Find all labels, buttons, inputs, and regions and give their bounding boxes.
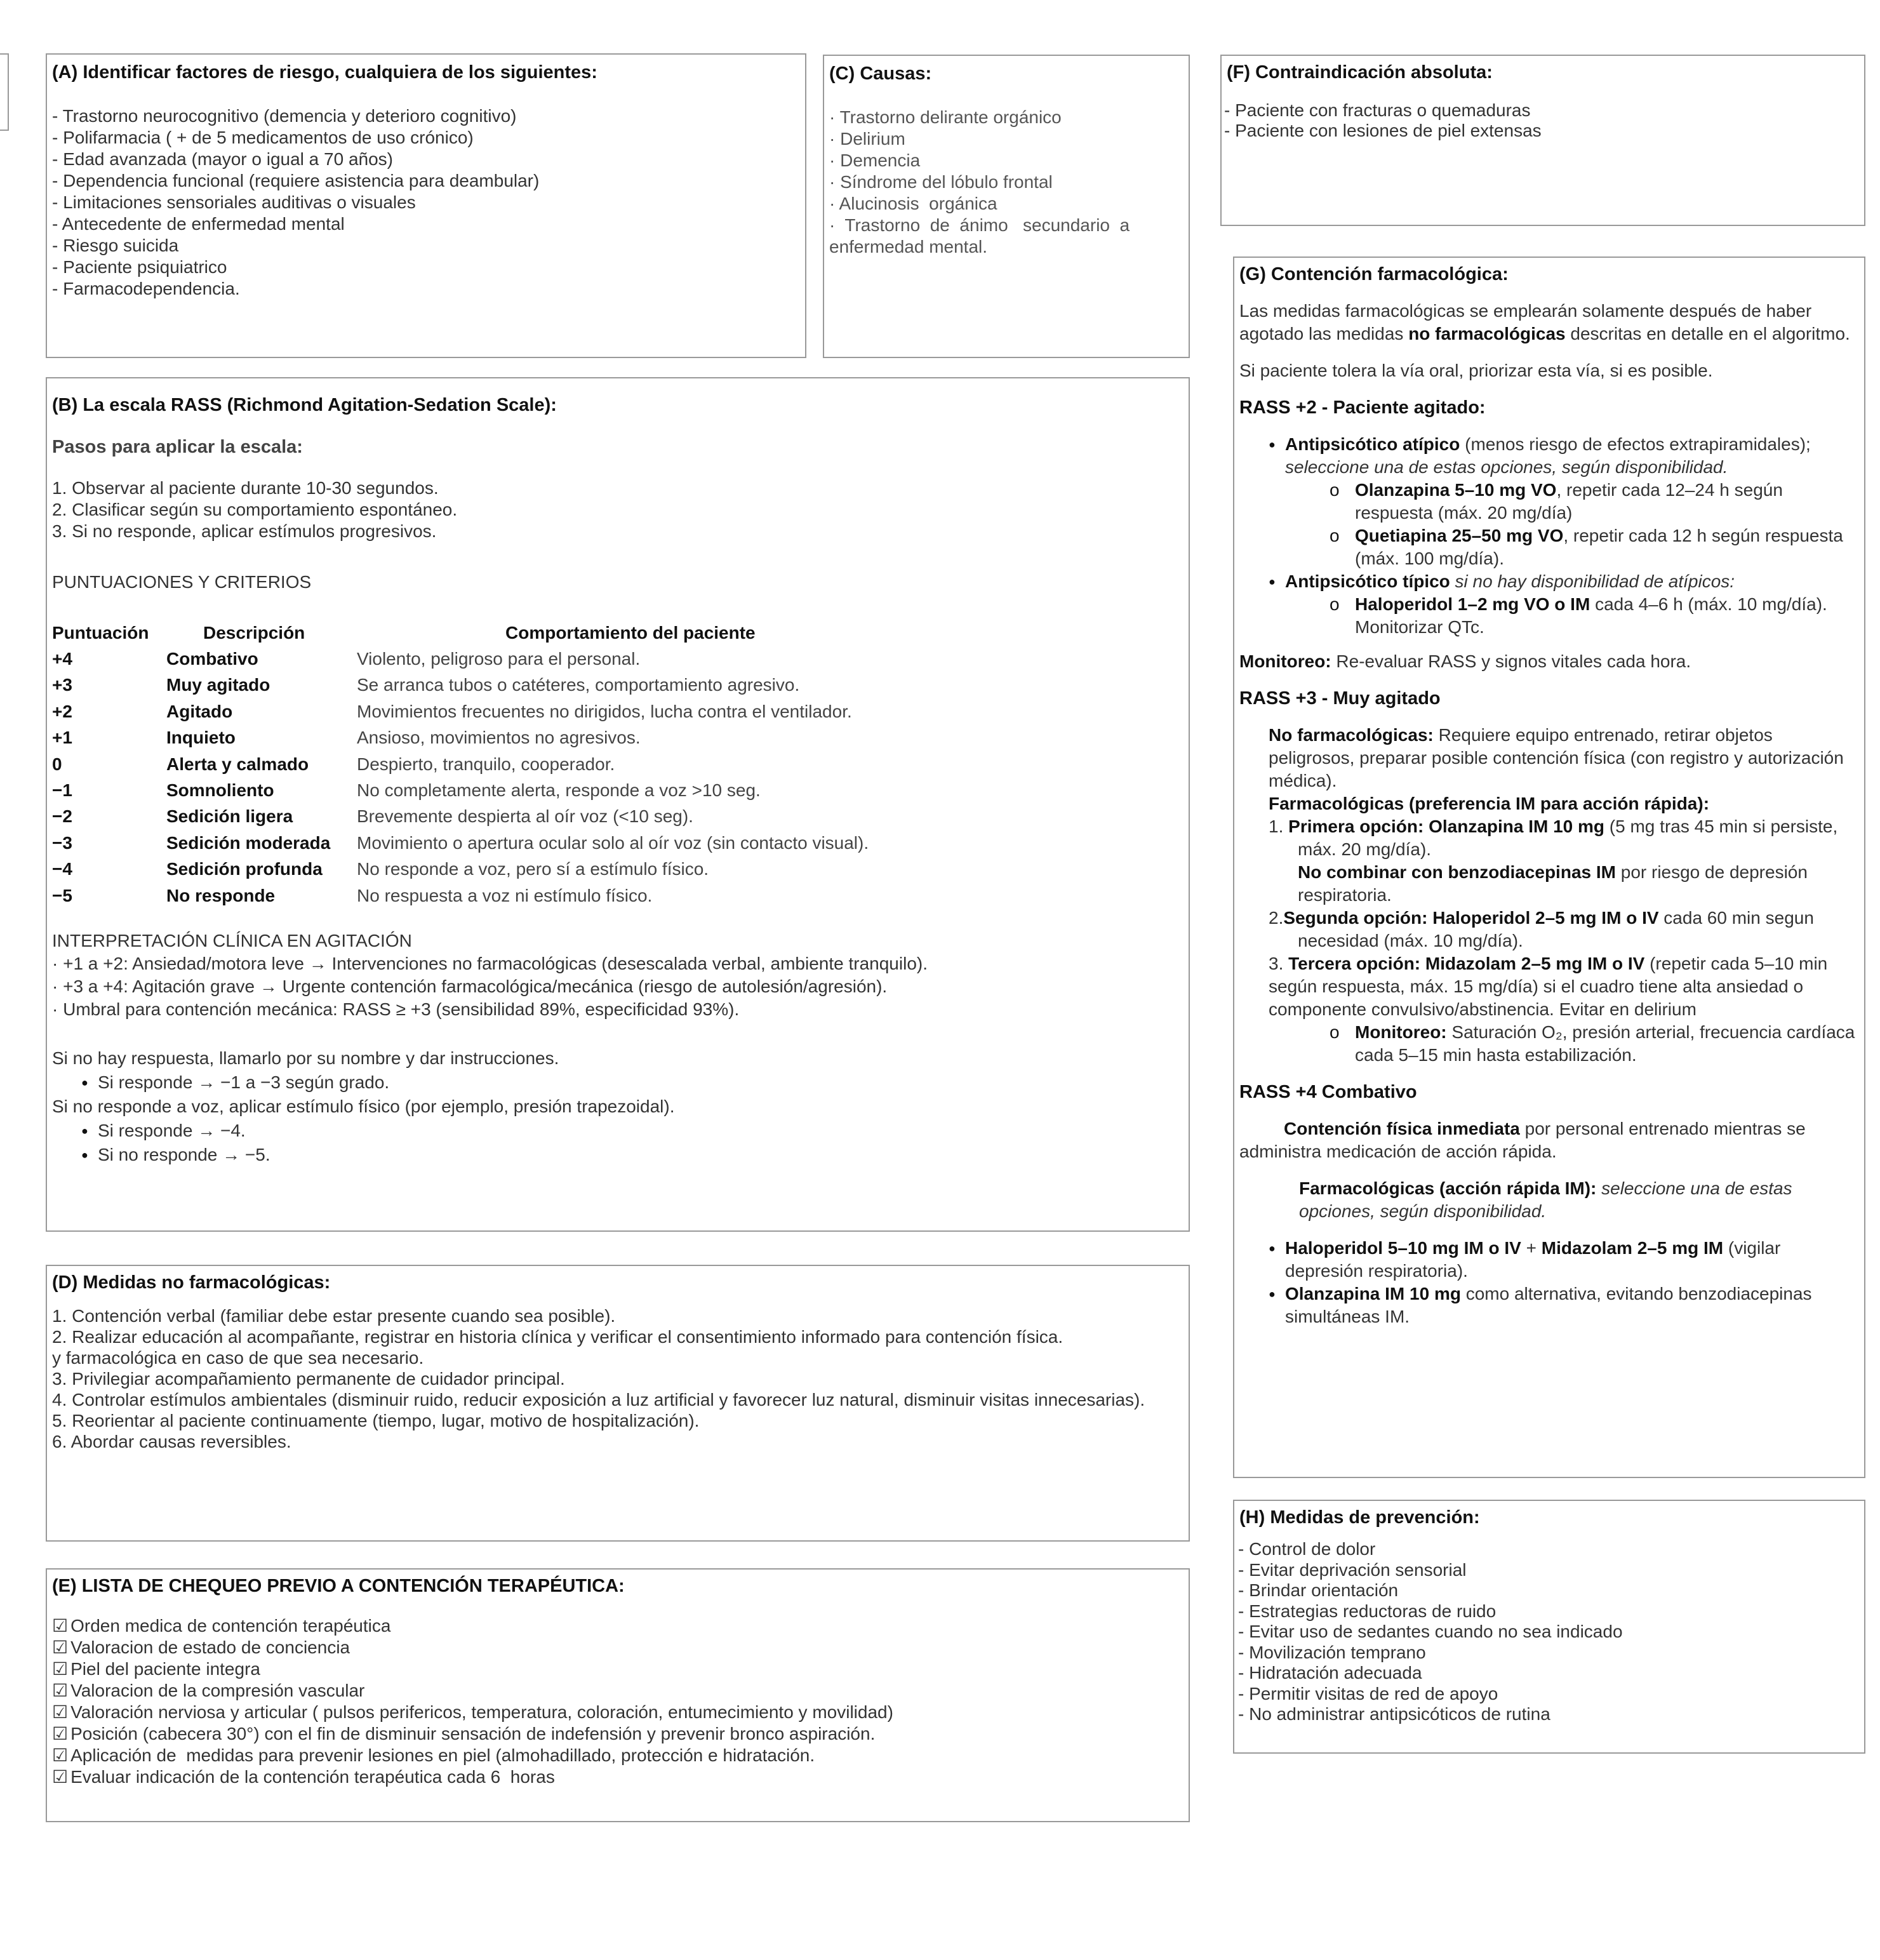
list-item: · Trastorno de ánimo secundario a: [829, 215, 1130, 235]
score-cell: +3: [52, 675, 72, 695]
box-d-non-pharmacological: [46, 1265, 1190, 1542]
list-item: - Evitar deprivación sensorial: [1238, 1559, 1467, 1580]
header-behavior: Comportamiento del paciente: [505, 622, 756, 643]
table-row: [52, 830, 869, 856]
description-cell: Sedición profunda: [166, 859, 323, 879]
list-item: · Delirium: [829, 129, 905, 149]
text: Contención física inmediata: [1284, 1119, 1520, 1138]
option-2: [1269, 907, 1855, 952]
box-d-title: (D) Medidas no farmacológicas:: [52, 1272, 331, 1293]
text: seleccione una de estas opciones, según disponibilidad.: [1285, 457, 1728, 477]
checklist-item: [52, 1680, 893, 1702]
checklist-item: [52, 1658, 893, 1680]
behavior-cell: Brevemente despierta al oír voz (<10 seg).: [357, 806, 693, 827]
list-item: enfermedad mental.: [829, 237, 988, 257]
text: Farmacológicas (acción rápida IM):: [1299, 1178, 1597, 1198]
text: Olanzapina 5–10 mg VO: [1355, 480, 1557, 500]
checklist-item: [52, 1723, 893, 1745]
causes-list: [829, 107, 1130, 258]
text: Saturación O₂, presión arterial, frecuencia cardíaca cada 5–15 min hasta estabilización.: [1355, 1022, 1855, 1065]
table-row: [52, 804, 869, 830]
scores-title: PUNTUACIONES Y CRITERIOS: [52, 572, 312, 592]
checkbox-checked-icon: ☑: [52, 1767, 69, 1787]
score-cell: −2: [52, 806, 72, 827]
steps-title: Pasos para aplicar la escala:: [52, 437, 303, 457]
list-item: · Síndrome del lóbulo frontal: [829, 172, 1053, 192]
checkbox-checked-icon: ☑: [52, 1702, 69, 1722]
table-row: [52, 777, 869, 803]
interp-title: INTERPRETACIÓN CLÍNICA EN AGITACIÓN: [52, 931, 412, 950]
box-h-prevention: [1233, 1500, 1865, 1754]
text: cada 4–6 h (máx. 10 mg/día). Monitorizar QTc.: [1355, 594, 1827, 637]
checklist-item: [52, 1615, 893, 1637]
checklist-label: Valoracion de la compresión vascular: [70, 1681, 365, 1700]
text: como alternativa, evitando benzodiacepinas simultáneas IM.: [1285, 1284, 1812, 1326]
pharm-rapid-note: [1299, 1177, 1855, 1223]
olanzapine-im-item: [1269, 1283, 1855, 1328]
list-item: 2. Realizar educación al acompañante, registrar en historia clínica y verificar el consentimiento informado para contención física.: [52, 1327, 1063, 1347]
physical-restraint-note: [1239, 1117, 1855, 1163]
description-cell: Muy agitado: [166, 675, 270, 695]
instruction-text: Si no hay respuesta, llamarlo por su nombre y dar instrucciones.: [52, 1048, 559, 1068]
box-f-contraindication: [1220, 55, 1865, 226]
bullet-item: ● Si responde → −1 a −3 según grado.: [81, 1070, 675, 1095]
text: Segunda opción: Haloperidol 2–5 mg IM o IV: [1283, 908, 1659, 928]
box-c-causes: [823, 55, 1190, 358]
checklist-item: [52, 1702, 893, 1723]
checklist-label: Valoracion de estado de conciencia: [70, 1637, 350, 1657]
header-score: Puntuación: [52, 622, 149, 643]
text: +: [1521, 1238, 1542, 1258]
table-row: [52, 857, 869, 883]
olanzapine-vo-item: [1330, 479, 1855, 524]
list-item: - Permitir visitas de red de apoyo: [1238, 1683, 1498, 1703]
option-3: [1269, 952, 1855, 1021]
rass-plus3-content: [1269, 724, 1855, 1067]
text: (repetir cada 5–10 min según respuesta, máx. 15 mg/día) si el cuadro tiene alta ansiedad o componente convulsivo/abstinencia. Evitar en delirium: [1269, 954, 1828, 1019]
list-item: · Alucinosis orgánica: [829, 194, 997, 213]
text: (menos riesgo de efectos extrapiramidales);: [1460, 434, 1811, 454]
rass-plus2-title: RASS +2 - Paciente agitado:: [1239, 397, 1486, 418]
behavior-cell: Movimientos frecuentes no dirigidos, lucha contra el ventilador.: [357, 701, 852, 721]
text: no farmacológicas: [1408, 324, 1566, 343]
text: Antipsicótico atípico: [1285, 434, 1460, 454]
behavior-cell: Despierto, tranquilo, cooperador.: [357, 754, 615, 774]
checklist-label: Orden medica de contención terapéutica: [70, 1616, 391, 1636]
box-g-pharmacological: [1233, 257, 1865, 1478]
table-header-row: [52, 620, 869, 646]
list-item: 5. Reorientar al paciente continuamente (tiempo, lugar, motivo de hospitalización).: [52, 1411, 700, 1430]
text: Tercera opción: Midazolam 2–5 mg IM o IV: [1288, 954, 1645, 973]
table-row: [52, 646, 869, 672]
table-row: [52, 698, 869, 724]
text: (vigilar depresión respiratoria).: [1285, 1238, 1781, 1281]
checkbox-checked-icon: ☑: [52, 1724, 69, 1743]
behavior-cell: No responde a voz, pero sí a estímulo físico.: [357, 859, 709, 879]
list-item: - Paciente psiquiatrico: [52, 257, 227, 277]
score-cell: +1: [52, 728, 72, 748]
text: Midazolam 2–5 mg IM: [1541, 1238, 1724, 1258]
description-cell: Somnoliento: [166, 780, 274, 801]
behavior-cell: Movimiento o apertura ocular solo al oír voz (sin contacto visual).: [357, 832, 869, 853]
box-g-title: (G) Contención farmacológica:: [1239, 264, 1509, 284]
text: Re-evaluar RASS y signos vitales cada hora.: [1331, 651, 1691, 671]
interp-item: · Umbral para contención mecánica: RASS ≥ +3 (sensibilidad 89%, especificidad 93%).: [52, 999, 740, 1019]
box-a-risk-factors: [46, 53, 806, 358]
list-item: 1. Contención verbal (familiar debe estar presente cuando sea posible).: [52, 1306, 616, 1326]
list-item: 4. Controlar estímulos ambientales (disminuir ruido, reducir exposición a luz artificial y favorecer luz natural, disminuir visitas innecesarias).: [52, 1390, 1145, 1410]
oral-route-note: Si paciente tolera la vía oral, priorizar esta vía, si es posible.: [1239, 361, 1713, 380]
list-item: - No administrar antipsicóticos de rutina: [1238, 1704, 1550, 1724]
checklist-label: Piel del paciente integra: [70, 1659, 260, 1679]
checklist-label: Evaluar indicación de la contención terapéutica cada 6 horas: [70, 1767, 555, 1787]
list-item: - Hidratación adecuada: [1238, 1663, 1422, 1683]
box-c-title: (C) Causas:: [829, 63, 932, 84]
list-item: - Control de dolor: [1238, 1539, 1376, 1559]
box-f-title: (F) Contraindicación absoluta:: [1227, 62, 1493, 83]
description-cell: Combativo: [166, 649, 258, 669]
table-row: [52, 883, 869, 909]
list-item: - Brindar orientación: [1238, 1580, 1399, 1600]
list-item: - Trastorno neurocognitivo (demencia y deterioro cognitivo): [52, 106, 517, 126]
text: cada 60 min segun necesidad (máx. 10 mg/día).: [1298, 908, 1814, 950]
atypical-antipsychotic-item: [1269, 433, 1855, 479]
list-item: - Movilización temprano: [1238, 1642, 1426, 1662]
behavior-cell: No respuesta a voz ni estímulo físico.: [357, 885, 653, 905]
risk-factor-list: [52, 105, 539, 300]
list-item: - Riesgo suicida: [52, 236, 179, 255]
box-e-title: (E) LISTA DE CHEQUEO PREVIO A CONTENCIÓN TERAPÉUTICA:: [52, 1576, 625, 1596]
list-item: - Edad avanzada (mayor o igual a 70 años): [52, 149, 393, 169]
score-cell: +2: [52, 701, 72, 721]
interp-item: · +1 a +2: Ansiedad/motora leve → Intervenciones no farmacológicas (desescalada verbal, ambiente tranquilo).: [52, 954, 928, 973]
text: No farmacológicas:: [1269, 725, 1434, 745]
behavior-cell: Se arranca tubos o catéteres, comportamiento agresivo.: [357, 675, 800, 695]
checkbox-checked-icon: ☑: [52, 1745, 69, 1765]
checklist-label: Posición (cabecera 30°) con el fin de disminuir sensación de indefensión y prevenir bronco aspiración.: [70, 1724, 876, 1743]
behavior-cell: No completamente alerta, responde a voz >10 seg.: [357, 780, 761, 801]
prevention-list: [1238, 1539, 1623, 1725]
intro-paragraph: [1239, 300, 1855, 345]
list-item: · Trastorno delirante orgánico: [829, 107, 1062, 127]
score-cell: −5: [52, 885, 72, 905]
description-cell: Inquieto: [166, 728, 236, 748]
text: seleccione una de estas opciones, según disponibilidad.: [1299, 1178, 1792, 1221]
list-item: 2. Clasificar según su comportamiento espontáneo.: [52, 500, 458, 519]
list-item: - Estrategias reductoras de ruido: [1238, 1601, 1497, 1621]
contraindication-list: [1224, 100, 1542, 141]
bullet-item: ● Si responde → −4.: [81, 1119, 675, 1143]
box-h-title: (H) Medidas de prevención:: [1239, 1507, 1480, 1528]
option-1: [1269, 815, 1855, 861]
list-item: - Paciente con fracturas o quemaduras: [1224, 100, 1531, 120]
box-b-title: (B) La escala RASS (Richmond Agitation-Sedation Scale):: [52, 395, 557, 415]
checklist-item: [52, 1637, 893, 1658]
description-cell: No responde: [166, 885, 276, 905]
text: por personal entrenado mientras se administra medicación de acción rápida.: [1239, 1119, 1806, 1161]
text: 1.: [1269, 817, 1289, 836]
list-item: 3. Si no responde, aplicar estímulos progresivos.: [52, 521, 437, 541]
text: Las medidas farmacológicas se emplearán solamente después de haber agotado las medidas: [1239, 301, 1812, 343]
text: Monitoreo:: [1355, 1022, 1447, 1042]
interp-item: · +3 a +4: Agitación grave → Urgente contención farmacológica/mecánica (riesgo de autolesión/agresión).: [52, 977, 888, 996]
list-item: · Demencia: [829, 150, 921, 170]
pharm-note: Farmacológicas (preferencia IM para acción rápida):: [1269, 794, 1710, 813]
checkbox-checked-icon: ☑: [52, 1616, 69, 1636]
text: Haloperidol 5–10 mg IM o IV: [1285, 1238, 1521, 1258]
box-b-rass-scale: [46, 377, 1190, 1232]
box-g-content: [1239, 263, 1855, 1328]
description-cell: Sedición moderada: [166, 832, 331, 853]
score-cell: −4: [52, 859, 72, 879]
no-combine-note: [1269, 861, 1855, 907]
measures-list: [52, 1305, 1177, 1452]
table-row: [52, 725, 869, 751]
header-description: Descripción: [203, 622, 305, 643]
list-item: - Polifarmacia ( + de 5 medicamentos de uso crónico): [52, 128, 474, 147]
steps-list: [52, 477, 457, 542]
instruction-text: Si no responde a voz, aplicar estímulo físico (por ejemplo, presión trapezoidal).: [52, 1097, 675, 1116]
list-item: y farmacológica en caso de que sea necesario.: [52, 1348, 424, 1368]
monitoring-o2-item: [1330, 1021, 1855, 1067]
haloperidol-item: [1330, 593, 1855, 639]
rass-plus4-title: RASS +4 Combativo: [1239, 1082, 1417, 1102]
list-item: - Limitaciones sensoriales auditivas o visuales: [52, 192, 416, 212]
checklist-item: [52, 1766, 893, 1788]
list-item: - Evitar uso de sedantes cuando no sea indicado: [1238, 1622, 1623, 1641]
text: descritas en detalle en el algoritmo.: [1565, 324, 1850, 343]
checkbox-checked-icon: ☑: [52, 1681, 69, 1700]
list-item: 3. Privilegiar acompañamiento permanente de cuidador principal.: [52, 1369, 565, 1389]
typical-antipsychotic-item: [1269, 570, 1855, 593]
text: Quetiapina 25–50 mg VO: [1355, 526, 1564, 545]
description-cell: Alerta y calmado: [166, 754, 309, 774]
list-item: - Farmacodependencia.: [52, 279, 240, 298]
non-pharm-note: [1269, 724, 1855, 792]
left-edge-box: [0, 53, 9, 131]
behavior-cell: Ansioso, movimientos no agresivos.: [357, 728, 641, 748]
clinical-interpretation: [52, 930, 928, 1021]
text: Monitoreo:: [1239, 651, 1331, 671]
text: , repetir cada 12–24 h según respuesta (máx. 20 mg/día): [1355, 480, 1783, 523]
no-response-instructions: [52, 1046, 675, 1167]
checkbox-checked-icon: ☑: [52, 1659, 69, 1679]
text: por riesgo de depresión respiratoria.: [1298, 862, 1808, 905]
box-e-checklist: [46, 1568, 1190, 1822]
rass-plus3-title: RASS +3 - Muy agitado: [1239, 688, 1441, 709]
text: (5 mg tras 45 min si persiste, máx. 20 mg/día).: [1298, 817, 1838, 859]
list-item: 6. Abordar causas reversibles.: [52, 1432, 291, 1451]
text: si no hay disponibilidad de atípicos:: [1450, 571, 1735, 591]
text: Antipsicótico típico: [1285, 571, 1450, 591]
text: Requiere equipo entrenado, retirar objetos peligrosos, preparar posible contención física (con registro y autorización médica).: [1269, 725, 1844, 790]
monitoring-note: [1239, 650, 1855, 673]
text: , repetir cada 12 h según respuesta (máx. 100 mg/día).: [1355, 526, 1843, 568]
list-item: - Paciente con lesiones de piel extensas: [1224, 121, 1542, 140]
score-cell: −3: [52, 832, 72, 853]
checkbox-checked-icon: ☑: [52, 1637, 69, 1657]
text: No combinar con benzodiacepinas IM: [1298, 862, 1616, 882]
table-row: [52, 672, 869, 698]
checklist-label: Valoración nerviosa y articular ( pulsos perifericos, temperatura, coloración, entumecimiento y movilidad): [70, 1702, 893, 1722]
box-a-title: (A) Identificar factores de riesgo, cualquiera de los siguientes:: [52, 62, 597, 83]
rass-table: [52, 620, 869, 909]
checklist: [52, 1615, 893, 1788]
text: 2.: [1269, 908, 1284, 928]
text: Haloperidol 1–2 mg VO o IM: [1355, 594, 1590, 614]
bullet-item: ● Si no responde → −5.: [81, 1143, 675, 1167]
behavior-cell: Violento, peligroso para el personal.: [357, 649, 641, 669]
list-item: - Dependencia funcional (requiere asistencia para deambular): [52, 171, 540, 190]
text: Primera opción: Olanzapina IM 10 mg: [1288, 817, 1605, 836]
score-cell: +4: [52, 649, 72, 669]
score-cell: −1: [52, 780, 72, 801]
checklist-item: [52, 1745, 893, 1766]
quetiapine-vo-item: [1330, 524, 1855, 570]
description-cell: Sedición ligera: [166, 806, 293, 827]
text: 3.: [1269, 954, 1289, 973]
table-row: [52, 751, 869, 777]
list-item: 1. Observar al paciente durante 10-30 segundos.: [52, 478, 439, 498]
list-item: - Antecedente de enfermedad mental: [52, 214, 345, 234]
description-cell: Agitado: [166, 701, 233, 721]
checklist-label: Aplicación de medidas para prevenir lesiones en piel (almohadillado, protección e hidratación.: [70, 1745, 815, 1765]
score-cell: 0: [52, 754, 62, 774]
text: Olanzapina IM 10 mg: [1285, 1284, 1461, 1303]
haloperidol-midazolam-item: [1269, 1237, 1855, 1283]
